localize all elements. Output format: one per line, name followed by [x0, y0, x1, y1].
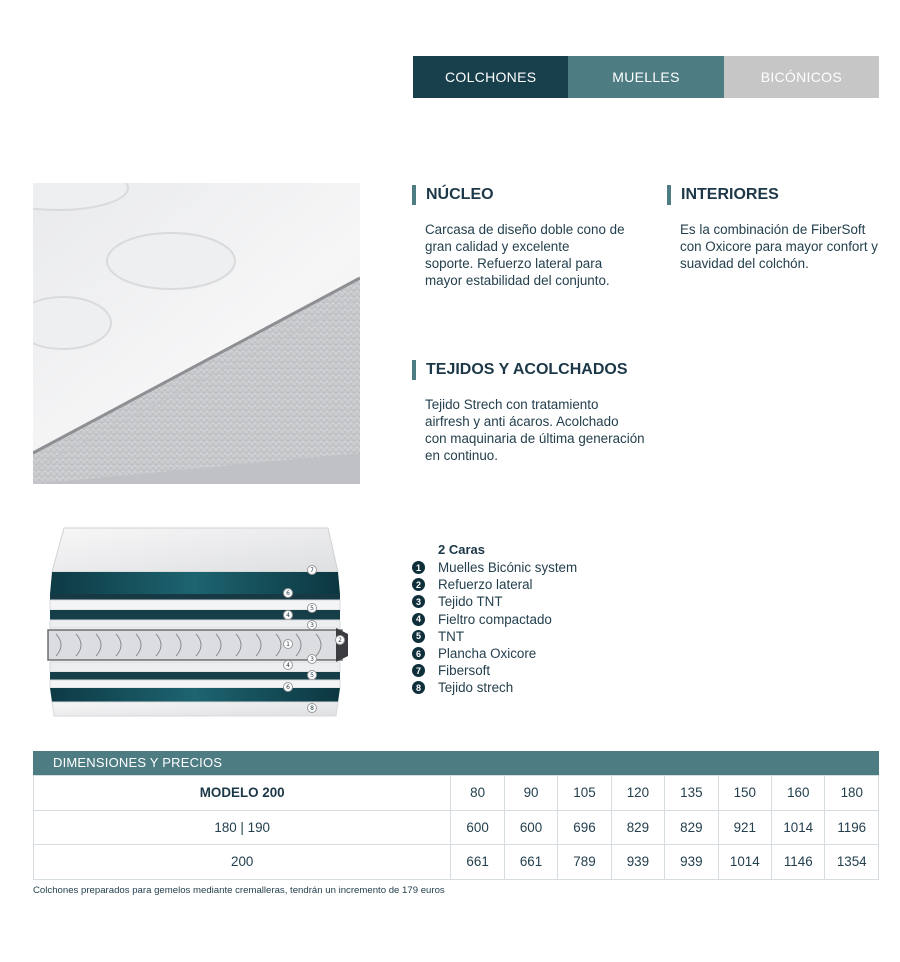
- diagram-number: 8: [310, 705, 314, 712]
- price-cell: 661: [451, 845, 504, 880]
- footnote: Colchones preparados para gemelos mediante cremalleras, tendrán un incremento de 179 euros: [33, 885, 445, 896]
- tab-muelles[interactable]: MUELLES: [568, 56, 723, 98]
- text-line: gran calidad y excelente: [425, 239, 570, 254]
- diagram-number: 5: [310, 605, 314, 612]
- legend-item: [412, 593, 672, 610]
- layer-felt-top: [50, 610, 340, 620]
- legend-number-badge: 8: [412, 681, 425, 694]
- legend-label: Tejido TNT: [438, 594, 503, 610]
- layer-oxicore-bottom: [50, 688, 340, 702]
- legend-number-badge: 5: [412, 630, 425, 643]
- mattress-photo: [33, 183, 360, 484]
- legend-label: Fibersoft: [438, 663, 491, 679]
- price-cell: 1354: [825, 845, 879, 880]
- price-cell: 1014: [772, 810, 825, 845]
- legend-list: [412, 559, 672, 697]
- diagram-number: 7: [310, 567, 314, 574]
- model-name: MODELO 200: [34, 776, 451, 811]
- diagram-number: 4: [286, 612, 290, 619]
- width-header: 80: [451, 776, 504, 811]
- prices-table: [33, 775, 879, 880]
- width-header: 160: [772, 776, 825, 811]
- text-line: soporte. Refuerzo lateral para: [425, 256, 603, 271]
- legend-label: Muelles Bicónic system: [438, 560, 578, 576]
- layer-tnt-thin: [50, 620, 340, 628]
- feature-tejidos: [412, 360, 672, 464]
- text-line: Es la combinación de FiberSoft: [680, 222, 866, 237]
- layer-oxicore-top: [50, 572, 340, 594]
- price-cell: 600: [504, 810, 557, 845]
- layer-side-reinforcement: [336, 628, 348, 662]
- text-line: airfresh y anti ácaros. Acolchado: [425, 414, 619, 429]
- text-line: en continuo.: [425, 448, 498, 463]
- text-line: Carcasa de diseño doble cono de: [425, 222, 625, 237]
- legend-label: Plancha Oxicore: [438, 646, 537, 662]
- legend-number-badge: 6: [412, 647, 425, 660]
- tab-biconicos[interactable]: BICÓNICOS: [724, 56, 879, 98]
- diagram-number: 1: [286, 641, 290, 648]
- feature-interiores: [667, 185, 897, 272]
- layer-cover-top: [52, 528, 338, 572]
- width-header: 180: [825, 776, 879, 811]
- legend-label: Refuerzo lateral: [438, 577, 533, 593]
- legend-number-badge: 4: [412, 613, 425, 626]
- legend-item: [412, 559, 672, 576]
- layer-felt-lower: [50, 672, 340, 680]
- price-cell: 661: [504, 845, 557, 880]
- length-cell: 200: [34, 845, 451, 880]
- legend-item: [412, 645, 672, 662]
- price-cell: 921: [718, 810, 771, 845]
- width-header: 135: [665, 776, 718, 811]
- prices-section-title: DIMENSIONES Y PRECIOS: [33, 751, 879, 775]
- feature-interiores-text: [667, 221, 897, 272]
- price-cell: 939: [665, 845, 718, 880]
- length-cell: 180 | 190: [34, 810, 451, 845]
- tab-colchones[interactable]: COLCHONES: [413, 56, 568, 98]
- legend-item: [412, 611, 672, 628]
- price-cell: 1014: [718, 845, 771, 880]
- legend-item: [412, 679, 672, 696]
- text-line: suavidad del colchón.: [680, 256, 809, 271]
- width-header: 150: [718, 776, 771, 811]
- width-header: 120: [611, 776, 664, 811]
- layer-tnt-lower: [50, 662, 340, 672]
- diagram-number: 2: [338, 637, 342, 644]
- diagram-number: 6: [286, 684, 290, 691]
- legend-title: 2 Caras: [438, 542, 485, 557]
- legend-number-badge: 3: [412, 595, 425, 608]
- feature-interiores-title: INTERIORES: [667, 185, 897, 205]
- price-cell: 829: [611, 810, 664, 845]
- layer-cover-bottom: [52, 702, 338, 716]
- legend-label: TNT: [438, 628, 465, 644]
- feature-nucleo-text: [412, 221, 652, 289]
- price-cell: 1196: [825, 810, 879, 845]
- diagram-number: 3: [310, 622, 314, 629]
- text-line: mayor estabilidad del conjunto.: [425, 273, 610, 288]
- feature-nucleo-title: NÚCLEO: [412, 185, 652, 205]
- feature-nucleo: [412, 185, 652, 289]
- width-header: 90: [504, 776, 557, 811]
- width-header: 105: [558, 776, 611, 811]
- legend-label: Fieltro compactado: [438, 611, 552, 627]
- price-cell: 939: [611, 845, 664, 880]
- mattress-layers-diagram: [36, 522, 354, 718]
- legend-label: Tejido strech: [438, 680, 514, 696]
- price-cell: 696: [558, 810, 611, 845]
- diagram-number: 6: [286, 590, 290, 597]
- layer-tnt-bottom: [50, 680, 340, 688]
- diagram-number: 3: [310, 656, 314, 663]
- price-cell: 789: [558, 845, 611, 880]
- text-line: con maquinaria de última generación: [425, 431, 645, 446]
- feature-tejidos-title: TEJIDOS Y ACOLCHADOS: [412, 360, 672, 380]
- table-row: [34, 810, 879, 845]
- layers-legend: [412, 542, 672, 697]
- text-line: con Oxicore para mayor confort y: [680, 239, 878, 254]
- table-header-row: [34, 776, 879, 811]
- price-cell: 600: [451, 810, 504, 845]
- legend-number-badge: 7: [412, 664, 425, 677]
- diagram-number: 4: [286, 662, 290, 669]
- price-cell: 829: [665, 810, 718, 845]
- diagram-number: 5: [310, 672, 314, 679]
- feature-tejidos-text: [412, 396, 672, 464]
- legend-item: [412, 576, 672, 593]
- layer-edge: [50, 594, 340, 600]
- legend-item: [412, 662, 672, 679]
- layer-tnt-top: [50, 600, 340, 610]
- price-cell: 1146: [772, 845, 825, 880]
- legend-item: [412, 628, 672, 645]
- text-line: Tejido Strech con tratamiento: [425, 397, 599, 412]
- layer-springs: [48, 630, 342, 660]
- category-tabs: [413, 56, 879, 98]
- legend-number-badge: 2: [412, 578, 425, 591]
- legend-number-badge: 1: [412, 561, 425, 574]
- table-row: [34, 845, 879, 880]
